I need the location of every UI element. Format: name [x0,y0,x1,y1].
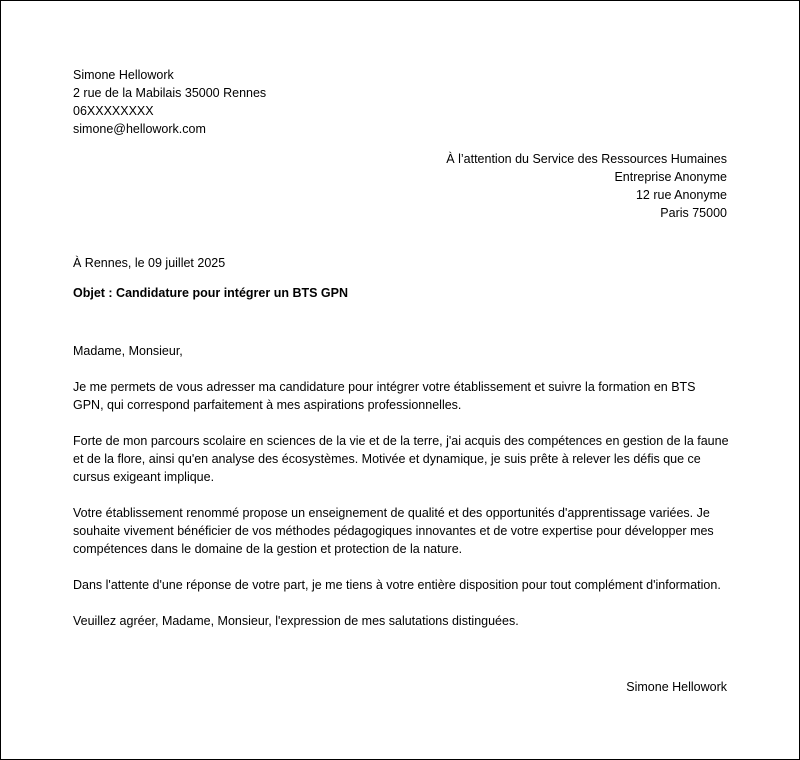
body-paragraph: Forte de mon parcours scolaire en sciences de la vie et de la terre, j'ai acquis des compétences en gestion de la faune et de la flore, ainsi qu'en analyse des écosystèmes. Motivée et dynamique, je suis prête à relever les défis que ce cursus exigeant implique. [73,434,729,484]
recipient-attention: À l’attention du Service des Ressources Humaines [446,152,727,166]
sender-name: Simone Hellowork [73,68,174,82]
body-paragraph: Dans l'attente d'une réponse de votre part, je me tiens à votre entière disposition pour tout complément d'information. [73,578,721,592]
signature: Simone Hellowork [626,680,727,694]
sender-phone: 06XXXXXXXX [73,104,154,118]
salutation: Madame, Monsieur, [73,344,183,358]
recipient-street: 12 rue Anonyme [635,188,727,202]
sender-email: simone@hellowork.com [73,122,206,136]
subject-line: Objet : Candidature pour intégrer un BTS GPN [73,286,349,300]
recipient-city: Paris 75000 [660,206,727,220]
recipient-block [446,150,727,222]
recipient-company: Entreprise Anonyme [614,170,727,184]
closing-paragraph: Veuillez agréer, Madame, Monsieur, l'expression de mes salutations distinguées. [73,614,519,628]
date-line: À Rennes, le 09 juillet 2025 [73,256,226,270]
body-paragraph: Je me permets de vous adresser ma candidature pour intégrer votre établissement et suivre la formation en BTS GPN, qui correspond parfaitement à mes aspirations professionnelles. [73,380,696,412]
sender-block [73,66,266,138]
letter-body [73,342,729,648]
body-paragraph: Votre établissement renommé propose un enseignement de qualité et des opportunités d'apprentissage variées. Je souhaite vivement bénéficier de vos méthodes pédagogiques innovantes et de votre expertise pour développer mes compétences dans le domaine de la gestion et protection de la nature. [73,506,714,556]
sender-address: 2 rue de la Mabilais 35000 Rennes [73,86,267,100]
